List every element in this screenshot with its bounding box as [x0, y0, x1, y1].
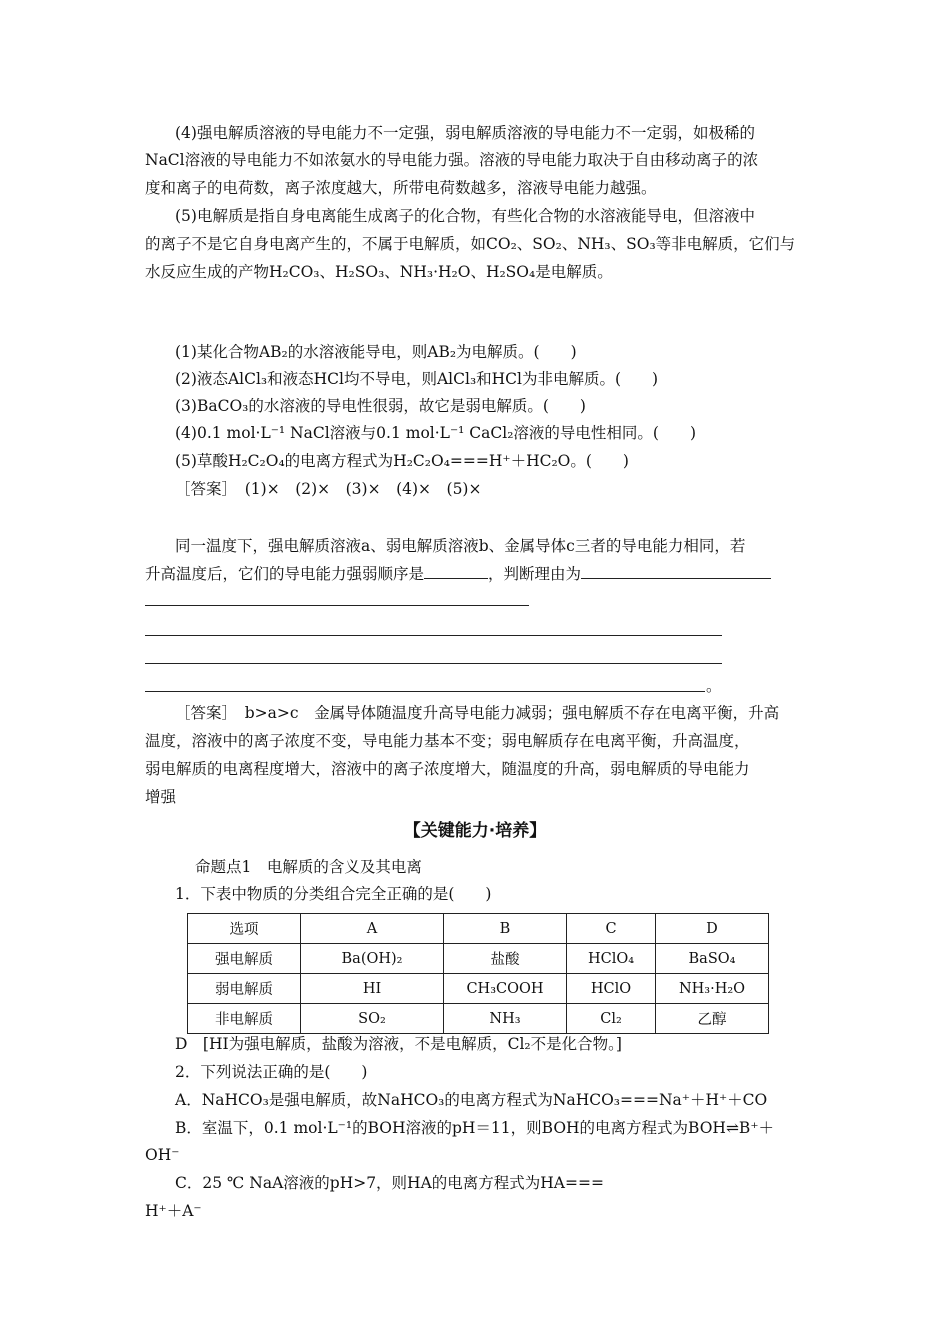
table-cell: 非电解质: [188, 1004, 301, 1034]
table-cell: 强电解质: [188, 944, 301, 974]
table-cell: 乙醇: [656, 1004, 769, 1034]
table-cell: Cl₂: [567, 1004, 656, 1034]
table-header-cell: C: [567, 914, 656, 944]
answer-line-4[interactable]: [145, 691, 705, 692]
table-cell: HClO₄: [567, 944, 656, 974]
table-cell: CH₃COOH: [444, 974, 567, 1004]
answer-line-2[interactable]: [145, 635, 722, 636]
judge-item-1: (1)某化合物AB₂的水溶液能导电，则AB₂为电解质。( ): [175, 343, 577, 361]
answer-blank-reason[interactable]: [581, 564, 771, 579]
explanation-p4-line1: (4)强电解质溶液的导电能力不一定强，弱电解质溶液的导电能力不一定弱，如极稀的: [175, 124, 755, 142]
table-cell: HClO: [567, 974, 656, 1004]
table-cell: BaSO₄: [656, 944, 769, 974]
question-answer-line2: 温度，溶液中的离子浓度不变，导电能力基本不变；弱电解质存在电离平衡，升高温度，: [145, 732, 750, 750]
table-cell: 弱电解质: [188, 974, 301, 1004]
topic-title: 命题点1 电解质的含义及其电离: [195, 858, 422, 876]
option-b-line2: OH⁻: [145, 1146, 180, 1164]
table-header-cell: A: [301, 914, 444, 944]
explanation-p4-line2: NaCl溶液的导电能力不如浓氨水的导电能力强。溶液的导电能力取决于自由移动离子的浓: [145, 151, 759, 169]
explanation-p5-line2: 的离子不是它自身电离产生的，不属于电解质，如CO₂、SO₂、NH₃、SO₃等非电解质，它们与: [145, 235, 796, 253]
judge-answer: ［答案］ (1)× (2)× (3)× (4)× (5)×: [175, 480, 482, 498]
question-line2: [145, 564, 771, 584]
answer-blank-order[interactable]: [424, 564, 488, 579]
classification-table: [187, 913, 769, 1034]
question-1-answer: D [HI为强电解质，盐酸为溶液，不是电解质，Cl₂不是化合物。]: [175, 1035, 622, 1053]
table-cell: 盐酸: [444, 944, 567, 974]
judge-item-4: (4)0.1 mol·L⁻¹ NaCl溶液与0.1 mol·L⁻¹ CaCl₂溶液的导电性相同。( ): [175, 424, 697, 442]
answer-line-1[interactable]: [145, 605, 529, 606]
table-header-row: [188, 914, 769, 944]
table-cell: NH₃·H₂O: [656, 974, 769, 1004]
explanation-p5-line3: 水反应生成的产物H₂CO₃、H₂SO₃、NH₃·H₂O、H₂SO₄是电解质。: [145, 263, 613, 281]
answer-line-3[interactable]: [145, 663, 722, 664]
table-cell: Ba(OH)₂: [301, 944, 444, 974]
question-answer-line1: ［答案］ b>a>c 金属导体随温度升高导电能力减弱；强电解质不存在电离平衡，升高: [175, 704, 780, 722]
table-header-cell: B: [444, 914, 567, 944]
table-row: [188, 944, 769, 974]
option-c-line1: C．25 ℃ NaA溶液的pH>7，则HA的电离方程式为HA===: [175, 1174, 604, 1192]
explanation-p4-line3: 度和离子的电荷数，离子浓度越大，所带电荷数越多，溶液导电能力越强。: [145, 179, 657, 197]
question-end-period: 。: [706, 677, 722, 695]
table-cell: NH₃: [444, 1004, 567, 1034]
option-a: A．NaHCO₃是强电解质，故NaHCO₃的电离方程式为NaHCO₃===Na⁺＋H⁺＋CO: [175, 1091, 768, 1109]
table-cell: HI: [301, 974, 444, 1004]
question-1: 1．下表中物质的分类组合完全正确的是( ): [175, 885, 492, 903]
table-row: [188, 1004, 769, 1034]
section-heading: 【关键能力·培养】: [403, 821, 547, 841]
explanation-p5-line1: (5)电解质是指自身电离能生成离子的化合物，有些化合物的水溶液能导电，但溶液中: [175, 207, 755, 225]
option-b-line1: B．室温下，0.1 mol·L⁻¹的BOH溶液的pH＝11，则BOH的电离方程式为BOH⇌B⁺＋: [175, 1119, 774, 1137]
table-cell: SO₂: [301, 1004, 444, 1034]
question-line2-text: 升高温度后，它们的导电能力强弱顺序是: [145, 565, 425, 583]
judge-item-3: (3)BaCO₃的水溶液的导电性很弱，故它是弱电解质。( ): [175, 397, 586, 415]
question-answer-line3: 弱电解质的电离程度增大，溶液中的离子浓度增大，随温度的升高，弱电解质的导电能力: [145, 760, 750, 778]
table-header-cell: 选项: [188, 914, 301, 944]
question-answer-line4: 增强: [145, 788, 177, 806]
table-row: [188, 974, 769, 1004]
option-c-line2: H⁺＋A⁻: [145, 1202, 202, 1220]
table-header-cell: D: [656, 914, 769, 944]
judge-item-5: (5)草酸H₂C₂O₄的电离方程式为H₂C₂O₄===H⁺＋HC₂O。( ): [175, 452, 629, 470]
question-line1: 同一温度下，强电解质溶液a、弱电解质溶液b、金属导体c三者的导电能力相同，若: [175, 537, 746, 555]
question-line2-mid: ，判断理由为: [488, 565, 582, 583]
judge-item-2: (2)液态AlCl₃和液态HCl均不导电，则AlCl₃和HCl为非电解质。( ): [175, 370, 659, 388]
question-2: 2．下列说法正确的是( ): [175, 1063, 368, 1081]
